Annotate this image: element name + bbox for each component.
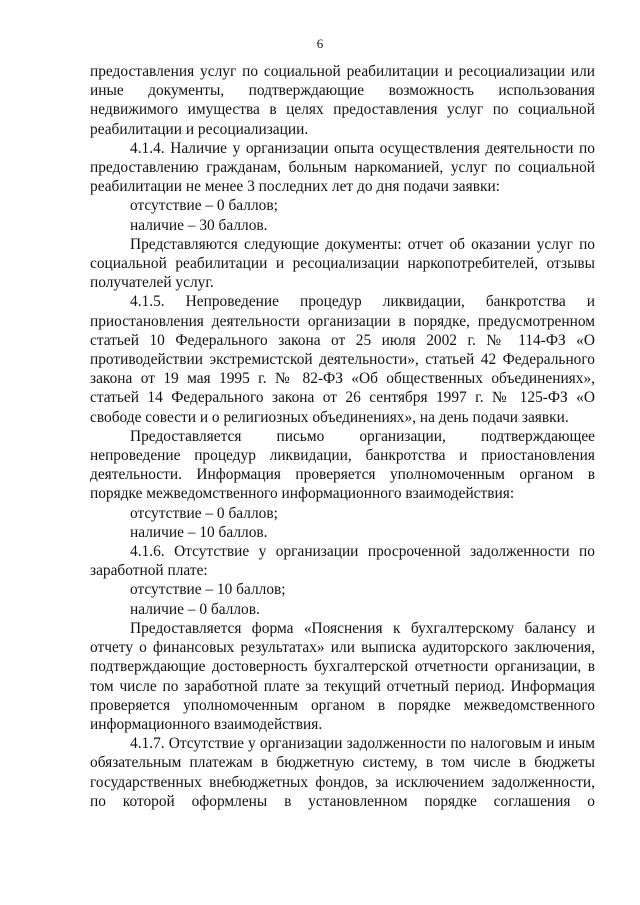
paragraph-letter: Предоставляется письмо организации, подтверждающее непроведение процедур ликвидации, банкротства и приостановления деятельности. Информация проверяется уполномоченным органом в порядке межведомственного информационного взаимодействия: xyxy=(90,427,595,503)
document-body xyxy=(90,62,595,811)
paragraph-score-present: наличие – 0 баллов. xyxy=(130,600,260,618)
paragraph-4-1-7: 4.1.7. Отсутствие у организации задолженности по налоговым и иным обязательным платежам в бюджетную систему, в том числе в бюджеты государственных внебюджетных фондов, за исключением задолженности, по которой оформлены в установленном порядке соглашения о xyxy=(90,735,595,810)
paragraph-4-1-5: 4.1.5. Непроведение процедур ликвидации, банкротства и приостановления деятельности организации в порядке, предусмотренном статьей 10 Федерального закона от 25 июля 2002 г. № 114-ФЗ «О противодействии экстремистской деятельности», статьей 42 Федерального закона от 19 мая 1995 г. № 82-ФЗ «Об общественных объединениях», статьей 14 Федерального закона от 26 сентября 1997 г. № 125-ФЗ «О свободе совести и о религиозных объединениях», на день подачи заявки. xyxy=(90,293,595,426)
paragraph-score-absent: отсутствие – 0 баллов; xyxy=(130,197,278,215)
paragraph-explanations: Предоставляется форма «Пояснения к бухгалтерскому балансу и отчету о финансовых результатах» или выписка аудиторского заключения, подтверждающие достоверность бухгалтерской отчетности организации, в том числе по заработной плате за текущий отчетный период. Информация проверяется уполномоченным органом в порядке межведомственного информационного взаимодействия. xyxy=(90,619,595,733)
paragraph-score-absent: отсутствие – 0 баллов; xyxy=(130,504,278,522)
paragraph-continuation: предоставления услуг по социальной реабилитации и ресоциализации или иные документы, подтверждающие возможность использования недвижимого имущества в целях предоставления услуг по социальной реабилитации и ресоциализации. xyxy=(90,63,595,138)
page-number: 6 xyxy=(316,36,324,51)
paragraph-documents: Представляются следующие документы: отчет об оказании услуг по социальной реабилитации и ресоциализации наркопотребителей, отзывы получателей услуг. xyxy=(90,235,595,292)
paragraph-4-1-6: 4.1.6. Отсутствие у организации просроченной задолженности по заработной плате: xyxy=(90,543,595,580)
paragraph-4-1-4: 4.1.4. Наличие у организации опыта осуществления деятельности по предоставлению гражданам, больным наркоманией, услуг по социальной реабилитации не менее 3 последних лет до дня подачи заявки: xyxy=(90,139,595,196)
paragraph-score-absent: отсутствие – 10 баллов; xyxy=(130,581,286,599)
paragraph-score-present: наличие – 30 баллов. xyxy=(130,216,268,234)
paragraph-score-present: наличие – 10 баллов. xyxy=(130,523,268,541)
